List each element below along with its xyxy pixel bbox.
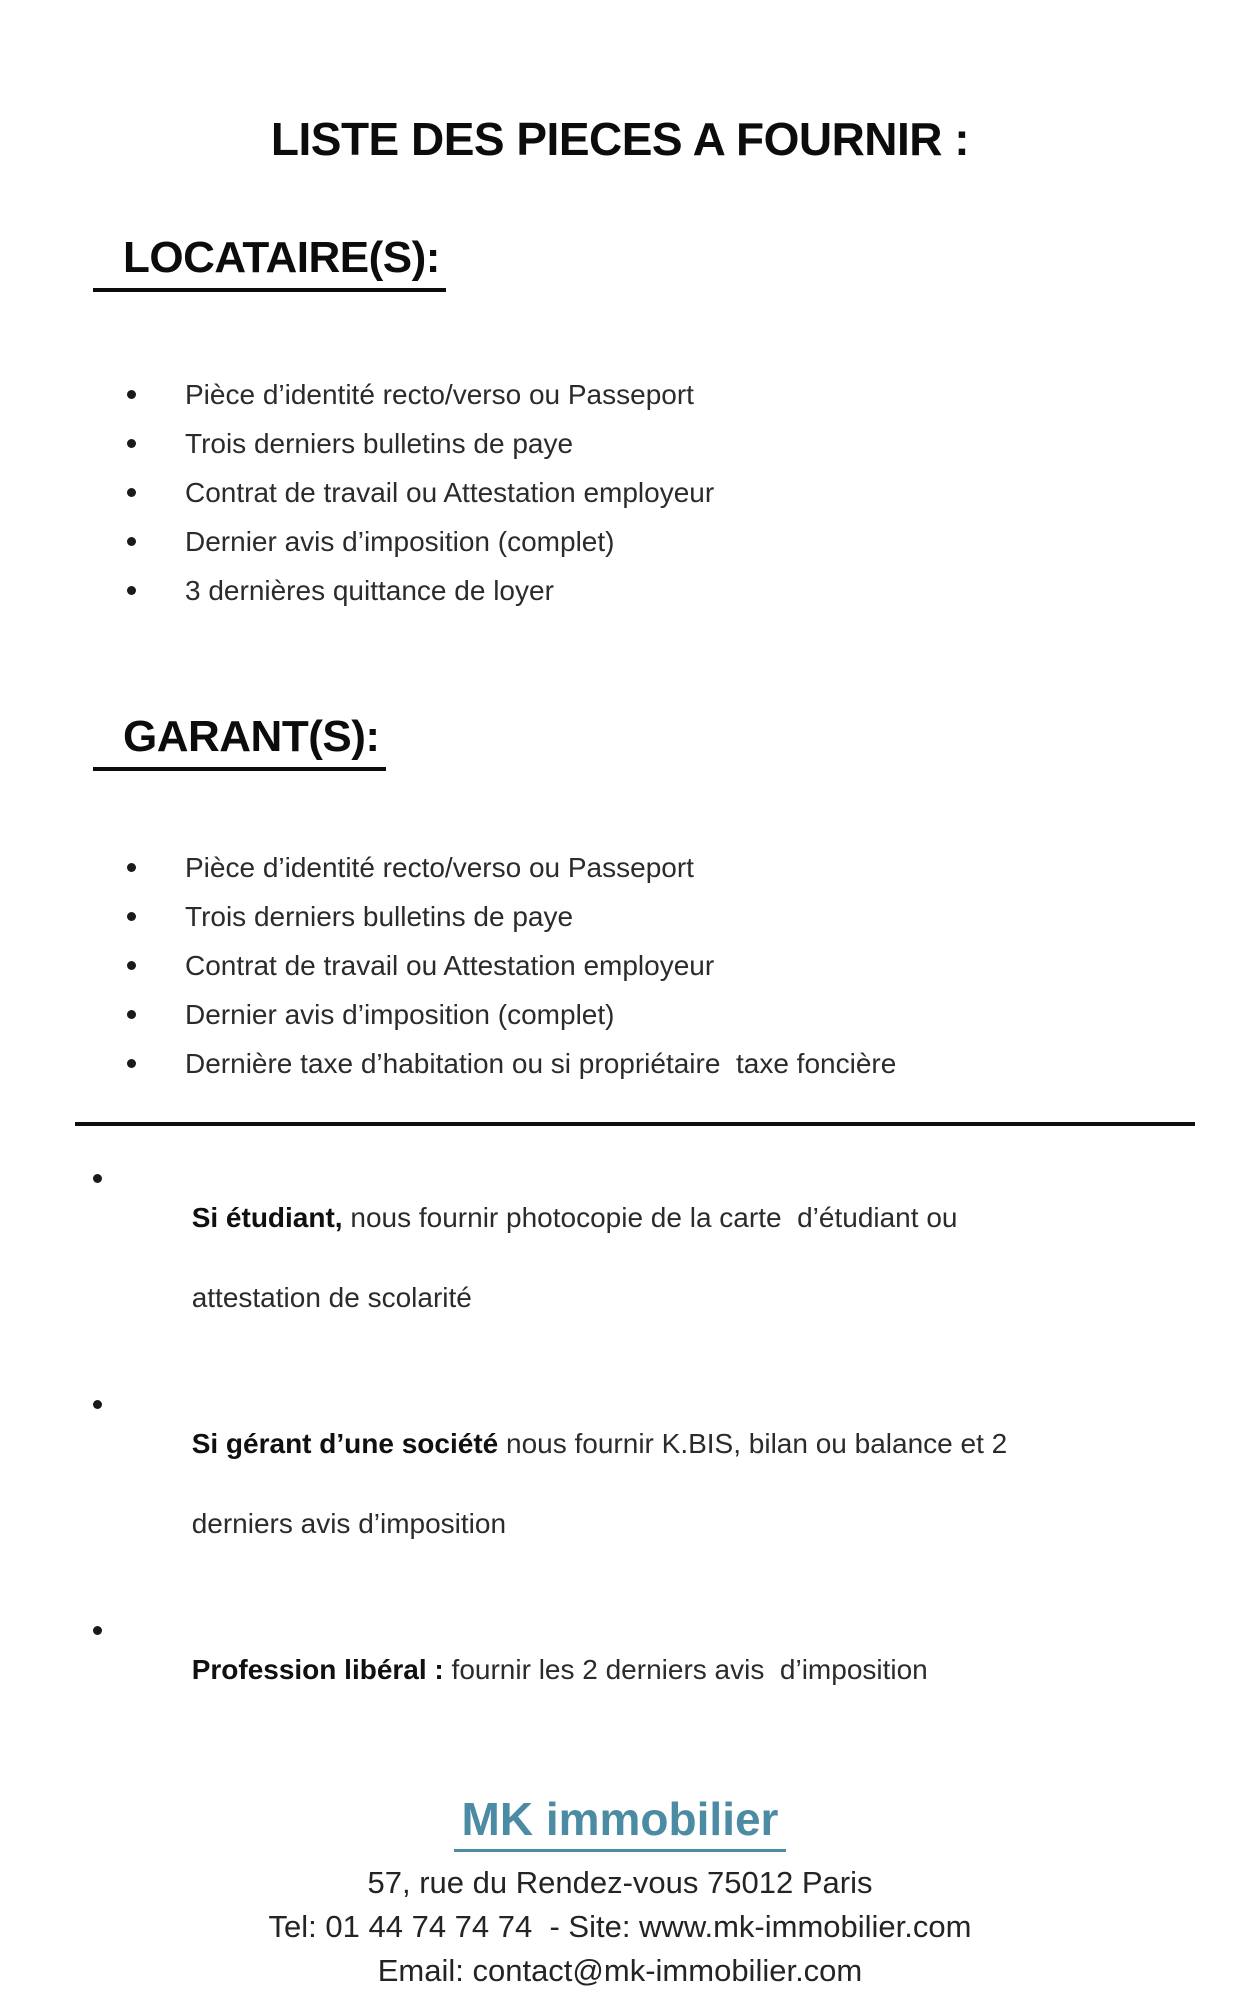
list-item	[63, 370, 1177, 419]
special-cases-list	[63, 1158, 1177, 1730]
list-item-text: Pièce d’identité recto/verso ou Passeport	[185, 852, 694, 884]
list-item	[63, 517, 1177, 566]
bullet-icon	[127, 537, 136, 546]
list-item-text: Dernier avis d’imposition (complet)	[185, 999, 615, 1031]
brand-link[interactable]: MK immobilier	[454, 1792, 787, 1852]
note-lead: Profession libéral :	[191, 1654, 444, 1686]
bullet-icon	[127, 390, 136, 399]
footer	[63, 1792, 1177, 1993]
page-title: LISTE DES PIECES A FOURNIR :	[270, 113, 970, 165]
note-text: derniers avis d’imposition	[191, 1508, 507, 1540]
list-item-text: Trois derniers bulletins de paye	[185, 428, 574, 460]
list-item	[63, 941, 1177, 990]
bullet-icon	[93, 1400, 102, 1409]
bullet-icon	[127, 439, 136, 448]
bullet-icon	[127, 961, 136, 970]
list-item-text: Pièce d’identité recto/verso ou Passeport	[185, 379, 694, 411]
section-heading-locataire: LOCATAIRE(S):	[93, 233, 446, 292]
note-text: nous fournir photocopie de la carte d’étudiant ou	[342, 1202, 958, 1234]
list-item	[63, 1039, 1177, 1088]
bullet-icon	[127, 1010, 136, 1019]
list-item-text: Dernier avis d’imposition (complet)	[185, 526, 615, 558]
bullet-icon	[127, 863, 136, 872]
list-item	[63, 990, 1177, 1039]
garant-list	[63, 843, 1177, 1088]
list-item	[63, 419, 1177, 468]
footer-phone-site: Tel: 01 44 74 74 74 - Site: www.mk-immobilier.com	[268, 1909, 972, 1945]
note-text: nous fournir K.BIS, bilan ou balance et 2	[498, 1428, 1008, 1460]
note-lead: Si gérant d’une société	[191, 1428, 499, 1460]
list-item-text: Contrat de travail ou Attestation employeur	[185, 950, 715, 982]
note-item-liberal	[63, 1610, 1177, 1730]
note-text: fournir les 2 derniers avis d’imposition	[443, 1654, 928, 1686]
note-item-gerant	[63, 1384, 1177, 1584]
list-item	[63, 566, 1177, 615]
list-item	[63, 468, 1177, 517]
bullet-icon	[127, 1059, 136, 1068]
list-item-text: 3 dernières quittance de loyer	[185, 575, 554, 607]
section-heading-garant: GARANT(S):	[93, 712, 386, 771]
note-text: attestation de scolarité	[191, 1282, 472, 1314]
locataire-list	[63, 370, 1177, 615]
horizontal-rule	[75, 1122, 1195, 1126]
list-item	[63, 843, 1177, 892]
bullet-icon	[93, 1174, 102, 1183]
bullet-icon	[127, 586, 136, 595]
bullet-icon	[127, 488, 136, 497]
bullet-icon	[93, 1626, 102, 1635]
list-item	[63, 892, 1177, 941]
footer-address: 57, rue du Rendez-vous 75012 Paris	[367, 1865, 873, 1901]
bullet-icon	[127, 912, 136, 921]
footer-email: Email: contact@mk-immobilier.com	[377, 1953, 863, 1989]
list-item-text: Contrat de travail ou Attestation employeur	[185, 477, 715, 509]
note-item-etudiant	[63, 1158, 1177, 1358]
list-item-text: Dernière taxe d’habitation ou si propriétaire taxe foncière	[185, 1048, 897, 1080]
list-item-text: Trois derniers bulletins de paye	[185, 901, 574, 933]
note-lead: Si étudiant,	[191, 1202, 343, 1234]
